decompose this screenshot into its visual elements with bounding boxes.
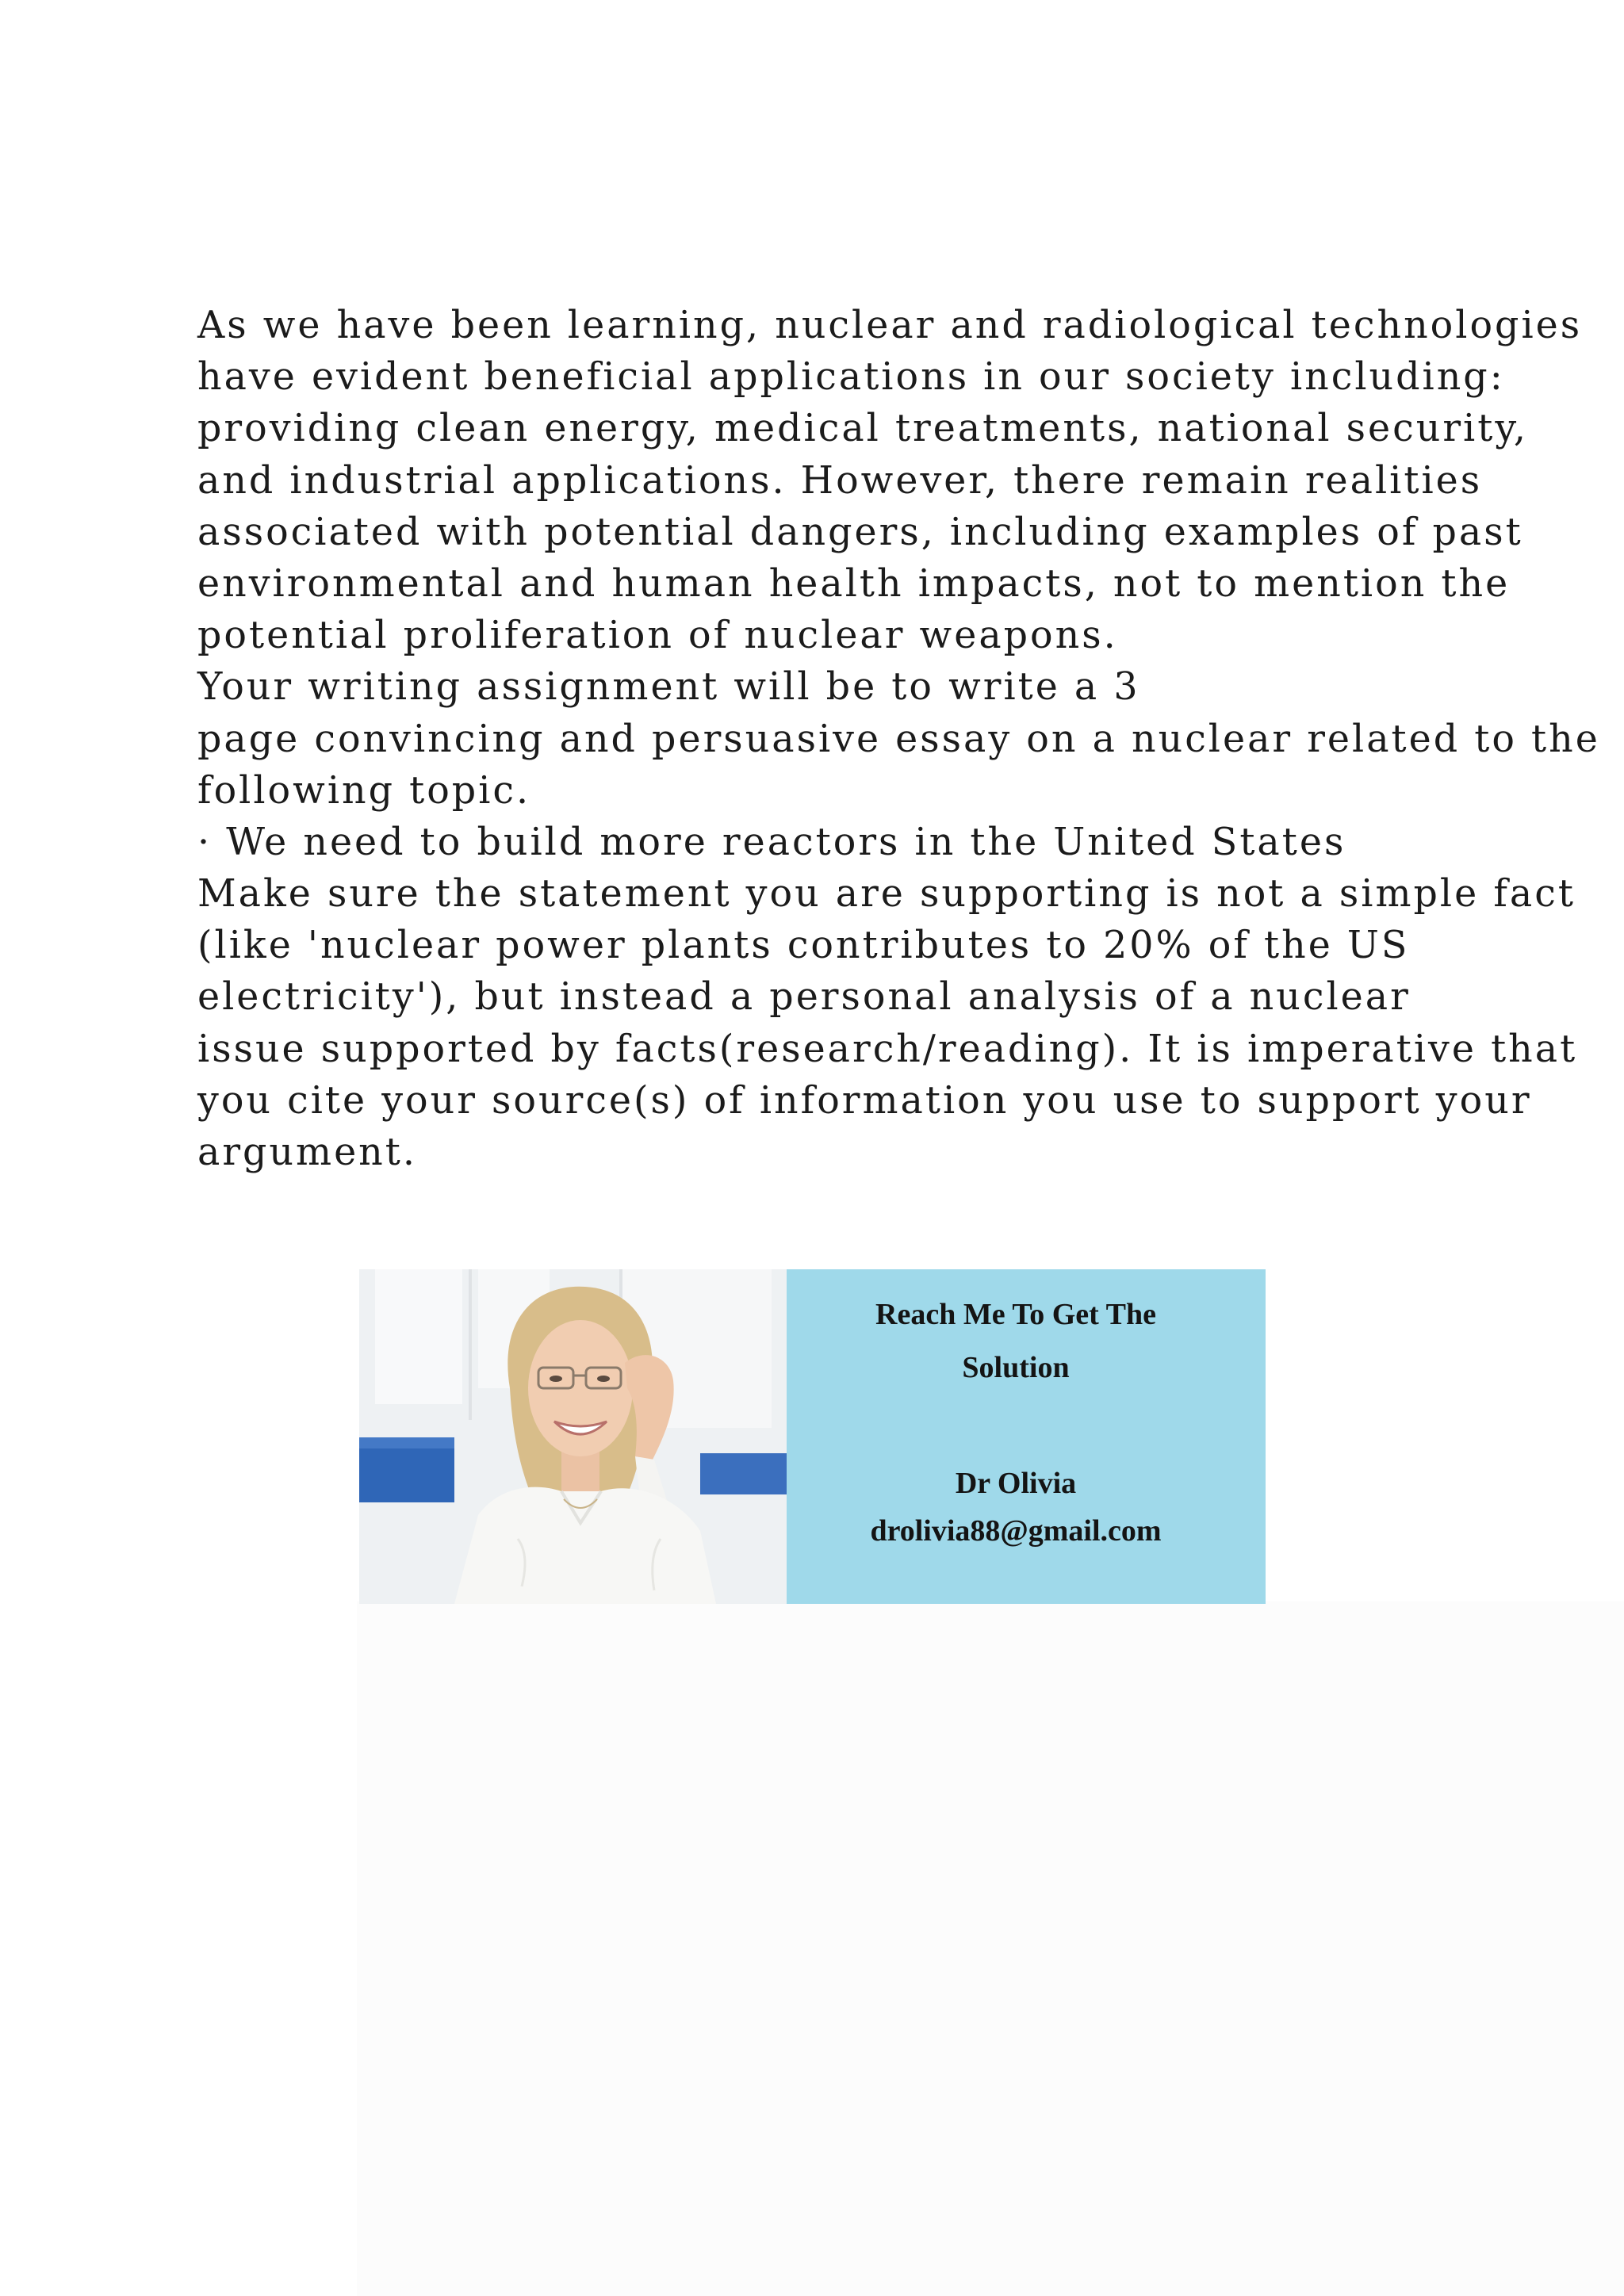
text-line: associated with potential dangers, including examples of past: [197, 510, 1523, 554]
ad-headline: Reach Me To Get The: [875, 1298, 1156, 1331]
text-line: argument.: [197, 1131, 417, 1174]
text-line: have evident beneficial applications in our society including:: [197, 355, 1505, 400]
text-line: As we have been learning, nuclear and radiological technologies: [197, 304, 1583, 347]
text-line: issue supported by facts(research/reading). It is imperative that: [197, 1027, 1578, 1071]
topic-bullet: · We need to build more reactors in the United States: [197, 820, 1346, 864]
text-line: environmental and human health impacts, not to mention the: [197, 561, 1511, 606]
text-line: (like 'nuclear power plants contributes to 20% of the US: [197, 924, 1410, 968]
assignment-text: [197, 300, 1600, 1178]
text-line: you cite your source(s) of information you use to support your: [197, 1078, 1532, 1123]
portrait-illustration: [359, 1269, 787, 1604]
text-line: Make sure the statement you are supporting is not a simple fact: [197, 872, 1576, 916]
contact-ad-banner: [359, 1269, 1266, 1604]
page-shade: [357, 1601, 1624, 2296]
text-line: and industrial applications. However, there remain realities: [197, 458, 1483, 503]
text-line: providing clean energy, medical treatments, national security,: [197, 407, 1528, 451]
contact-panel: [787, 1269, 1266, 1604]
text-line: electricity'), but instead a personal analysis of a nuclear: [197, 975, 1411, 1020]
text-line: potential proliferation of nuclear weapons.: [197, 614, 1118, 658]
contact-email: drolivia88@gmail.com: [870, 1514, 1162, 1548]
ad-headline-continued: Solution: [962, 1351, 1070, 1384]
text-line: page convincing and persuasive essay on a nuclear related to the: [197, 717, 1600, 761]
woman-photo: [359, 1269, 787, 1604]
text-line: following topic.: [197, 768, 531, 813]
contact-name: Dr Olivia: [955, 1467, 1077, 1500]
text-line: Your writing assignment will be to write a 3: [197, 665, 1140, 710]
